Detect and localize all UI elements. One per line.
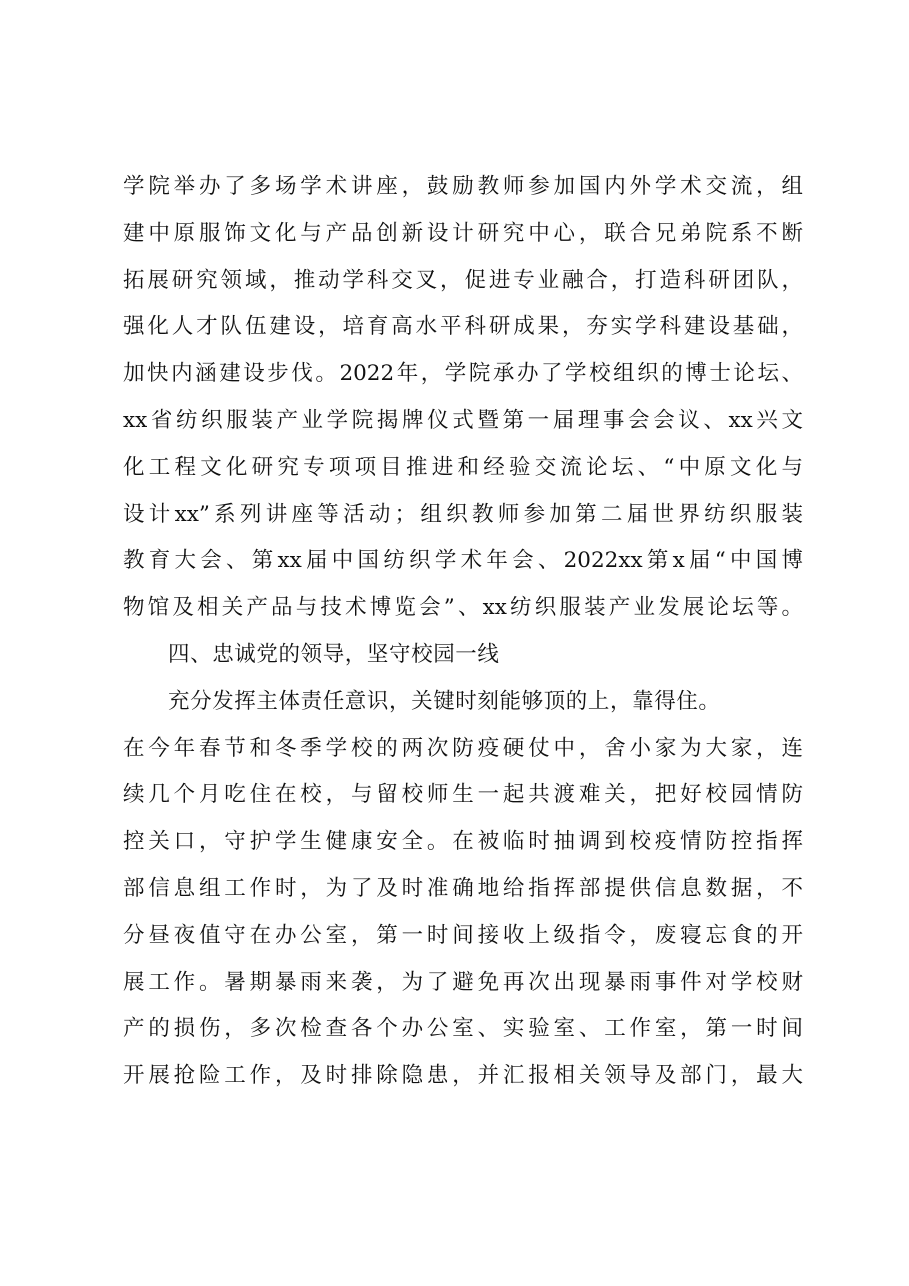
text-line: 化工程文化研究专项项目推进和经验交流论坛、“中原文化与 [123,454,803,480]
text-line: 建中原服饰文化与产品创新设计研究中心，联合兄弟院系不断 [123,220,803,246]
text-line: 设计xx”系列讲座等活动；组织教师参加第二届世界纺织服装 [123,501,803,527]
section-heading: 四、忠诚党的领导，坚守校园一线 [168,641,500,667]
text-line: 分昼夜值守在办公室，第一时间接收上级指令，废寝忘食的开 [123,922,803,948]
text-line: 学院举办了多场学术讲座，鼓励教师参加国内外学术交流，组 [123,174,803,199]
text-line: 充分发挥主体责任意识，关键时刻能够顶的上，靠得住。 [168,688,721,714]
text-line: 部信息组工作时，为了及时准确地给指挥部提供信息数据，不 [123,875,803,901]
text-line: xx省纺织服装产业学院揭牌仪式暨第一届理事会会议、xx兴文 [123,407,803,433]
text-line: 开展抢险工作，及时排除隐患，并汇报相关领导及部门，最大 [123,1063,803,1089]
text-line: 展工作。暑期暴雨来袭，为了避免再次出现暴雨事件对学校财 [123,969,803,995]
text-line: 产的损伤，多次检查各个办公室、实验室、工作室，第一时间 [123,1016,803,1042]
text-line: 拓展研究领域，推动学科交叉，促进专业融合，打造科研团队， [123,267,803,293]
text-line: 强化人才队伍建设，培育高水平科研成果，夯实学科建设基础， [123,314,803,340]
text-line: 在今年春节和冬季学校的两次防疫硬仗中，舍小家为大家，连 [123,735,803,761]
body-text [123,164,803,1100]
text-line: 教育大会、第xx届中国纺织学术年会、2022xx第x届“中国博 [123,548,803,574]
text-line: 物馆及相关产品与技术博览会”、xx纺织服装产业发展论坛等。 [123,595,803,621]
text-line: 加快内涵建设步伐。2022年，学院承办了学校组织的博士论坛、 [123,361,803,387]
text-line: 控关口，守护学生健康安全。在被临时抽调到校疫情防控指挥 [123,829,803,855]
text-line: 续几个月吃住在校，与留校师生一起共渡难关，把好校园情防 [123,782,803,808]
